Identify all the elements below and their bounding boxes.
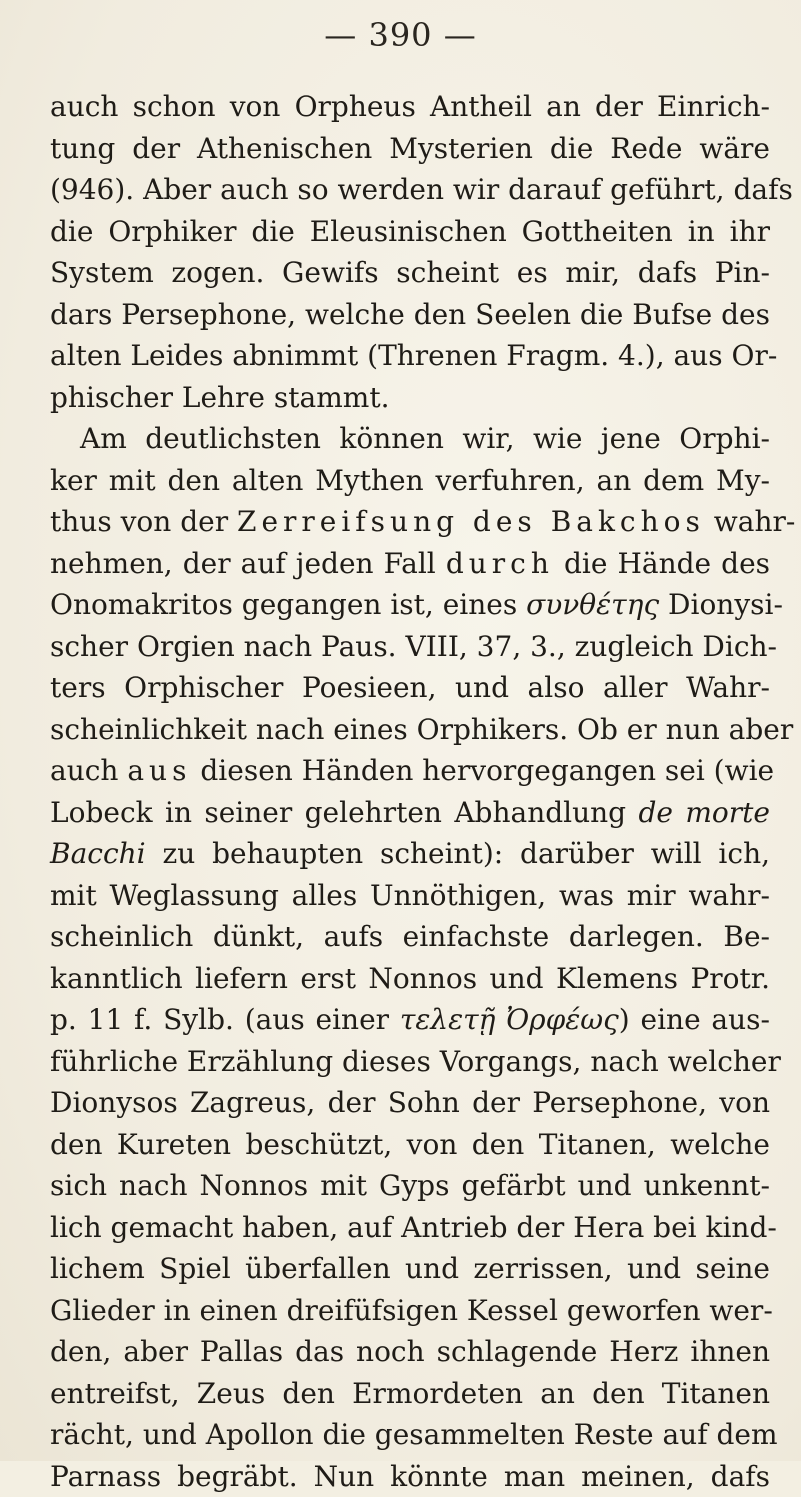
text-segment: wahr- <box>714 505 796 538</box>
text-line: Glieder in einen dreifüfsigen Kessel geworfen wer- <box>50 1290 770 1332</box>
text-line: sich nach Nonnos mit Gyps gefärbt und unkennt- <box>50 1165 770 1207</box>
text-segment: auch <box>50 754 118 787</box>
body-text <box>50 86 770 1497</box>
text-segment: Lobeck in seiner gelehrten Abhandlung <box>50 796 626 829</box>
text-line <box>50 999 770 1041</box>
page-number: — 390 — <box>0 16 801 54</box>
text-line <box>50 501 770 543</box>
text-line: scheinlich dünkt, aufs einfachste darlegen. Be- <box>50 916 770 958</box>
text-line: scheinlichkeit nach eines Orphikers. Ob er nun aber <box>50 709 770 751</box>
text-line: Dionysos Zagreus, der Sohn der Persephone, von <box>50 1082 770 1124</box>
text-segment: die Hände des <box>564 547 770 580</box>
text-line: rächt, und Apollon die gesammelten Reste auf dem <box>50 1414 770 1456</box>
text-line <box>50 543 770 585</box>
text-line: dars Persephone, welche den Seelen die Bufse des <box>50 294 770 336</box>
text-segment: ) eine aus- <box>619 1003 770 1036</box>
greek-word: συνθέτης <box>526 588 659 621</box>
spaced-emphasis: durch <box>446 547 554 580</box>
text-line <box>50 750 770 792</box>
text-segment: p. 11 f. Sylb. (aus einer <box>50 1003 389 1036</box>
text-line <box>50 584 770 626</box>
text-line: alten Leides abnimmt (Threnen Fragm. 4.), aus Or- <box>50 335 770 377</box>
text-segment: Onomakritos gegangen ist, eines <box>50 588 517 621</box>
text-line: führliche Erzählung dieses Vorgangs, nach welcher <box>50 1041 770 1083</box>
text-line: den, aber Pallas das noch schlagende Herz ihnen <box>50 1331 770 1373</box>
text-segment: thus von der <box>50 505 228 538</box>
text-line: auch schon von Orpheus Antheil an der Einrich- <box>50 86 770 128</box>
text-line: lichem Spiel überfallen und zerrissen, und seine <box>50 1248 770 1290</box>
text-line: entreifst, Zeus den Ermordeten an den Titanen <box>50 1373 770 1415</box>
italic-title: Bacchi <box>50 837 146 870</box>
text-line: phischer Lehre stammt. <box>50 377 770 419</box>
spaced-emphasis: aus <box>127 754 191 787</box>
text-line: Parnass begräbt. Nun könnte man meinen, dafs <box>50 1456 770 1497</box>
text-line: System zogen. Gewifs scheint es mir, dafs Pin- <box>50 252 770 294</box>
spaced-emphasis: Zerreifsung des Bakchos <box>237 505 705 538</box>
text-line: mit Weglassung alles Unnöthigen, was mir wahr- <box>50 875 770 917</box>
text-line <box>50 833 770 875</box>
text-line: den Kureten beschützt, von den Titanen, welche <box>50 1124 770 1166</box>
text-line <box>50 792 770 834</box>
text-line: lich gemacht haben, auf Antrieb der Hera bei kind- <box>50 1207 770 1249</box>
text-line: die Orphiker die Eleusinischen Gottheiten in ihr <box>50 211 770 253</box>
text-segment: diesen Händen hervorgegangen sei (wie <box>200 754 774 787</box>
text-segment: zu behaupten scheint): darüber will ich, <box>162 837 770 870</box>
text-line: scher Orgien nach Paus. VIII, 37, 3., zugleich Dich- <box>50 626 770 668</box>
text-line: tung der Athenischen Mysterien die Rede wäre <box>50 128 770 170</box>
greek-phrase: τελετῇ Ὀρφέως <box>400 1003 619 1036</box>
italic-title: de morte <box>638 796 770 829</box>
text-line: (946). Aber auch so werden wir darauf geführt, dafs <box>50 169 770 211</box>
text-line: ker mit den alten Mythen verfuhren, an dem My- <box>50 460 770 502</box>
text-line: Am deutlichsten können wir, wie jene Orphi- <box>50 418 770 460</box>
text-segment: nehmen, der auf jeden Fall <box>50 547 436 580</box>
text-segment: Dionysi- <box>668 588 783 621</box>
text-line: ters Orphischer Poesieen, und also aller Wahr- <box>50 667 770 709</box>
text-line: kanntlich liefern erst Nonnos und Klemens Protr. <box>50 958 770 1000</box>
